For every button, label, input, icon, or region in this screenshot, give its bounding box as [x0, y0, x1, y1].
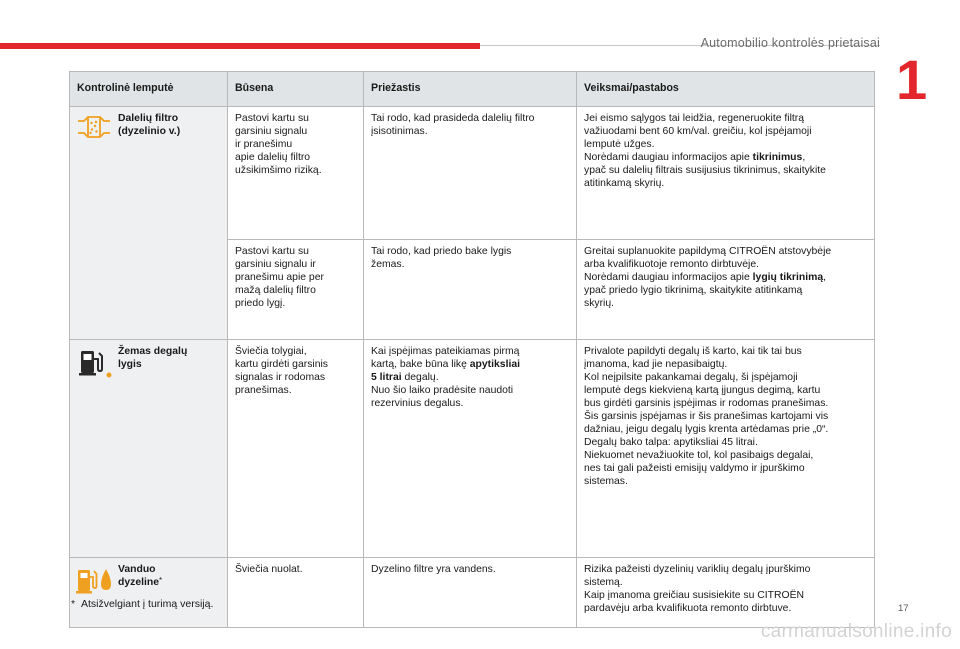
text-line: Šis garsinis įspėjamas ir šis pranešimas kartojami vis [584, 411, 829, 422]
text-line [371, 371, 569, 384]
cause-cell [364, 340, 577, 558]
water-in-diesel-icon [74, 563, 114, 597]
lamp-name-line: lygis [118, 359, 142, 370]
footnote-mark: * [71, 598, 76, 610]
text-run: , [823, 272, 826, 283]
text-line: Kaip įmanoma greičiau susisiekite su CITROËN [584, 590, 805, 601]
text-line: pardavėju arba kvalifikuota remonto dirbtuve. [584, 603, 792, 614]
text-line: ir pranešimu [235, 139, 293, 150]
text-line [584, 151, 867, 164]
cause-cell [364, 558, 577, 628]
text-line: Kol neįpilsite pakankamai degalų, ši įspėjamoji [584, 372, 798, 383]
text-line: apie dalelių filtro [235, 152, 311, 163]
col-header-state: Būsena [228, 72, 364, 107]
footnote-text: Atsižvelgiant į turimą versiją. [80, 598, 214, 610]
footnote [71, 598, 213, 610]
cause-cell [364, 107, 577, 240]
section-title: Automobilio kontrolės prietaisai [700, 36, 880, 50]
text-line: Degalų bako talpa: apytiksliai 45 litrai. [584, 437, 758, 448]
text-line: Privalote papildyti degalų iš karto, kai tik tai bus [584, 346, 802, 357]
lamp-cell-particle-filter [70, 107, 228, 340]
text-line: Pastovi kartu su [235, 246, 309, 257]
page-number: 17 [898, 603, 909, 614]
text-line: pranešimas. [235, 385, 292, 396]
text-line: nes tai gali pažeisti emisijų valdymo ir įpurškimo [584, 463, 805, 474]
text-line: lemputė degs kiekvieną kartą įjungus degimą, kartu [584, 385, 821, 396]
text-line: atitinkamą skyrių. [584, 178, 665, 189]
text-line: dažniau, jeigu degalų lygis krenta artėdamas prie „0“. [584, 424, 829, 435]
lamp-name-line: Dalelių filtro [118, 113, 179, 124]
lamp-cell-low-fuel [70, 340, 228, 558]
text-line: kartu girdėti garsinis [235, 359, 328, 370]
text-line: priedo lygį. [235, 298, 286, 309]
watermark: carmanualsonline.info [760, 621, 952, 642]
text-line: garsiniu signalu ir [235, 259, 316, 270]
text-line: Nuo šio laiko pradėsite naudoti [371, 385, 514, 396]
col-header-action: Veiksmai/pastabos [577, 72, 875, 107]
warning-lamp-table [69, 71, 875, 628]
text-line: garsiniu signalu [235, 126, 308, 137]
cause-cell [364, 240, 577, 340]
text-line: užsikimšimo riziką. [235, 165, 322, 176]
bold-term: 5 litrai [371, 372, 402, 383]
text-run: dyzeline [118, 577, 159, 588]
text-line: signalas ir rodomas [235, 372, 326, 383]
text-line: Jei eismo sąlygos tai leidžia, regeneruokite filtrą [584, 113, 805, 124]
text-line: Greitai suplanuokite papildymą CITROËN atstovybėje [584, 246, 832, 257]
state-cell [228, 340, 364, 558]
text-run: degalų. [401, 372, 439, 383]
particle-filter-icon [74, 112, 114, 146]
table-row [70, 340, 875, 558]
action-cell [577, 340, 875, 558]
text-line: sistemą. [584, 577, 623, 588]
fuel-pump-icon [74, 345, 114, 379]
lamp-name-line [118, 576, 204, 589]
bold-term: apytiksliai [469, 359, 521, 370]
text-line: bus girdėti garsinis įspėjimas ir rodomas pranešimas. [584, 398, 829, 409]
table-row [70, 558, 875, 628]
action-cell [577, 107, 875, 240]
state-cell [228, 558, 364, 628]
text-line: Tai rodo, kad prasideda dalelių filtro [371, 113, 535, 124]
text-line: Tai rodo, kad priedo bake lygis [371, 246, 512, 257]
text-line: įmanoma, kad jie nepasibaigtų. [584, 359, 728, 370]
state-cell [228, 107, 364, 240]
text-line: Kai įspėjimas pateikiamas pirmą [371, 346, 520, 357]
bold-term: lygių tikrinimą [752, 272, 824, 283]
state-cell [228, 240, 364, 340]
text-line: lemputė užges. [584, 139, 655, 150]
action-cell [577, 240, 875, 340]
text-line: žemas. [371, 259, 405, 270]
text-line: Šviečia tolygiai, [235, 346, 307, 357]
text-line: Rizika pažeisti dyzelinių variklių degalų įpurškimo [584, 564, 811, 575]
text-line [371, 358, 569, 371]
bold-term: tikrinimus [752, 152, 803, 163]
text-line: važiuodami bent 60 km/val. greičiu, kol įspėjamoji [584, 126, 812, 137]
footnote-mark: * [159, 576, 163, 585]
text-run: , [802, 152, 806, 163]
text-line: pranešimu apie per [235, 272, 324, 283]
text-line: įsisotinimas. [371, 126, 428, 137]
text-line [584, 271, 867, 284]
text-line: Šviečia nuolat. [235, 564, 303, 575]
lamp-cell-water-in-diesel [70, 558, 228, 628]
text-line: skyrių. [584, 298, 615, 309]
text-run: kartą, bake būna likę [371, 359, 470, 370]
text-line: ypač su dalelių filtrais susijusius tikrinimus, skaitykite [584, 165, 826, 176]
text-line: Niekuomet nevažiuokite tol, kol pasibaigs degalai, [584, 450, 814, 461]
text-line: arba kvalifikuotoje remonto dirbtuvėje. [584, 259, 760, 270]
col-header-cause: Priežastis [364, 72, 577, 107]
text-run: Norėdami daugiau informacijos apie [584, 272, 753, 283]
text-run: Norėdami daugiau informacijos apie [584, 152, 753, 163]
text-line: ypač priedo lygio tikrinimą, skaitykite atitinkamą [584, 285, 803, 296]
col-header-lamp: Kontrolinė lemputė [70, 72, 228, 107]
table-row [70, 107, 875, 240]
table-header-row [70, 72, 875, 107]
chapter-number: 1 [896, 48, 928, 111]
lamp-name-line: (dyzelinio v.) [118, 126, 181, 137]
lamp-name-line: Vanduo [118, 564, 156, 575]
header-red-bar [0, 43, 480, 49]
text-line: Dyzelino filtre yra vandens. [371, 564, 496, 575]
text-line: rezervinius degalus. [371, 398, 464, 409]
action-cell [577, 558, 875, 628]
text-line: Pastovi kartu su [235, 113, 309, 124]
text-line: sistemas. [584, 476, 628, 487]
lamp-name-line: Žemas degalų [118, 346, 188, 357]
text-line: mažą dalelių filtro [235, 285, 316, 296]
